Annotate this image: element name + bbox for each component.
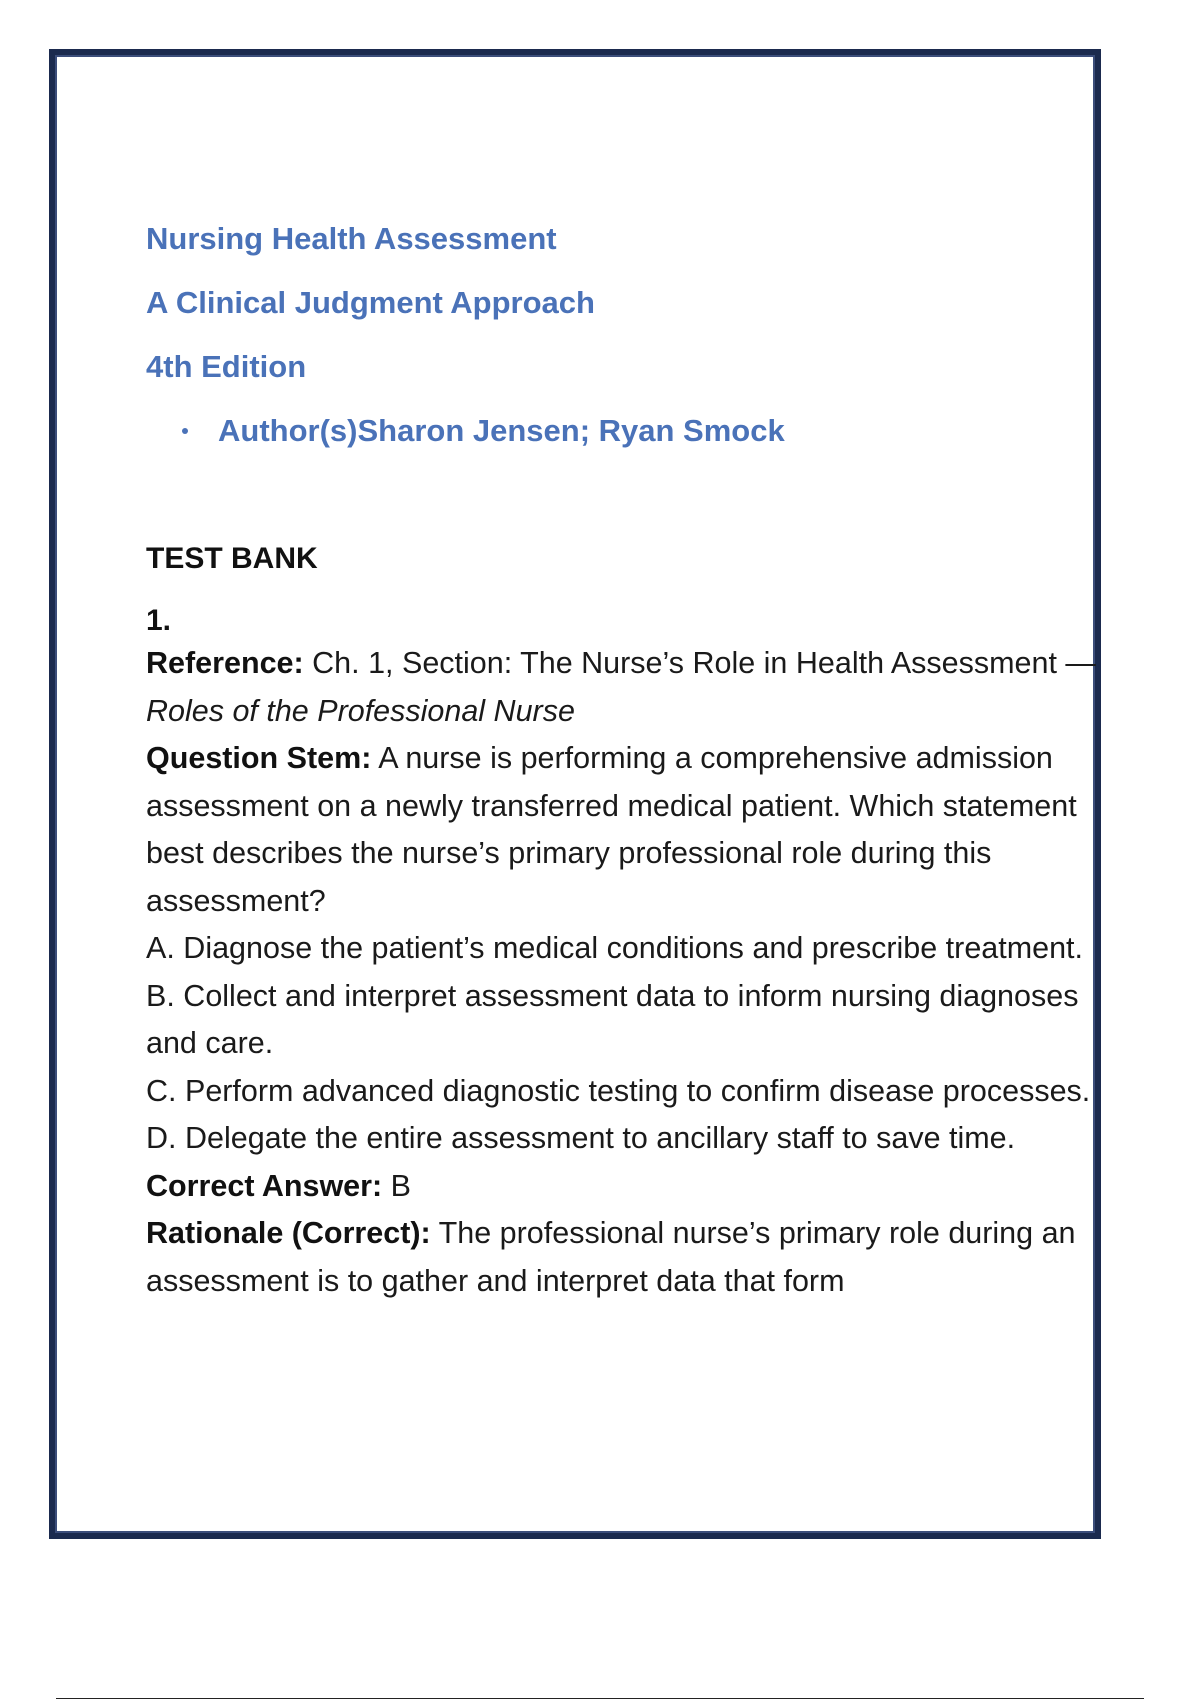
book-subtitle: A Clinical Judgment Approach <box>146 285 595 320</box>
question-reference <box>146 640 1096 735</box>
correct-answer-label: Correct Answer: <box>146 1168 383 1203</box>
question-stem <box>146 735 1096 925</box>
reference-text: Ch. 1, Section: The Nurse’s Role in Health Assessment — <box>312 646 1096 680</box>
correct-answer-value: B <box>390 1168 411 1203</box>
book-title: Nursing Health Assessment <box>146 221 557 256</box>
document-content <box>146 220 1096 1305</box>
reference-label: Reference: <box>146 646 304 680</box>
option-d: D. Delegate the entire assessment to ancillary staff to save time. <box>146 1121 1016 1155</box>
correct-answer <box>146 1163 1096 1211</box>
stem-label: Question Stem: <box>146 741 372 775</box>
test-bank-heading: TEST BANK <box>146 542 318 575</box>
rationale <box>146 1210 1096 1305</box>
option-b: B. Collect and interpret assessment data to inform nursing diagnoses and care. <box>146 978 1079 1060</box>
author-list <box>146 412 1096 450</box>
book-edition: 4th Edition <box>146 349 307 384</box>
question-number: 1. <box>146 604 172 637</box>
option-a: A. Diagnose the patient’s medical conditions and prescribe treatment. <box>146 931 1083 965</box>
rationale-text: The professional nurse’s primary role during an assessment is to gather and interpret data that form <box>146 1216 1076 1298</box>
author-list-item <box>146 412 1096 450</box>
rationale-label: Rationale (Correct): <box>146 1216 431 1250</box>
bullet-icon <box>182 428 188 434</box>
footer-divider <box>56 1698 1144 1699</box>
reference-italic: Roles of the Professional Nurse <box>146 693 575 728</box>
stem-text: A nurse is performing a comprehensive admission assessment on a newly transferred medical patient. Which statement best describes the nurse’s primary professional role during this assessment? <box>146 741 1077 918</box>
authors-text: Author(s)Sharon Jensen; Ryan Smock <box>218 413 785 448</box>
option-c: C. Perform advanced diagnostic testing to confirm disease processes. <box>146 1073 1091 1108</box>
